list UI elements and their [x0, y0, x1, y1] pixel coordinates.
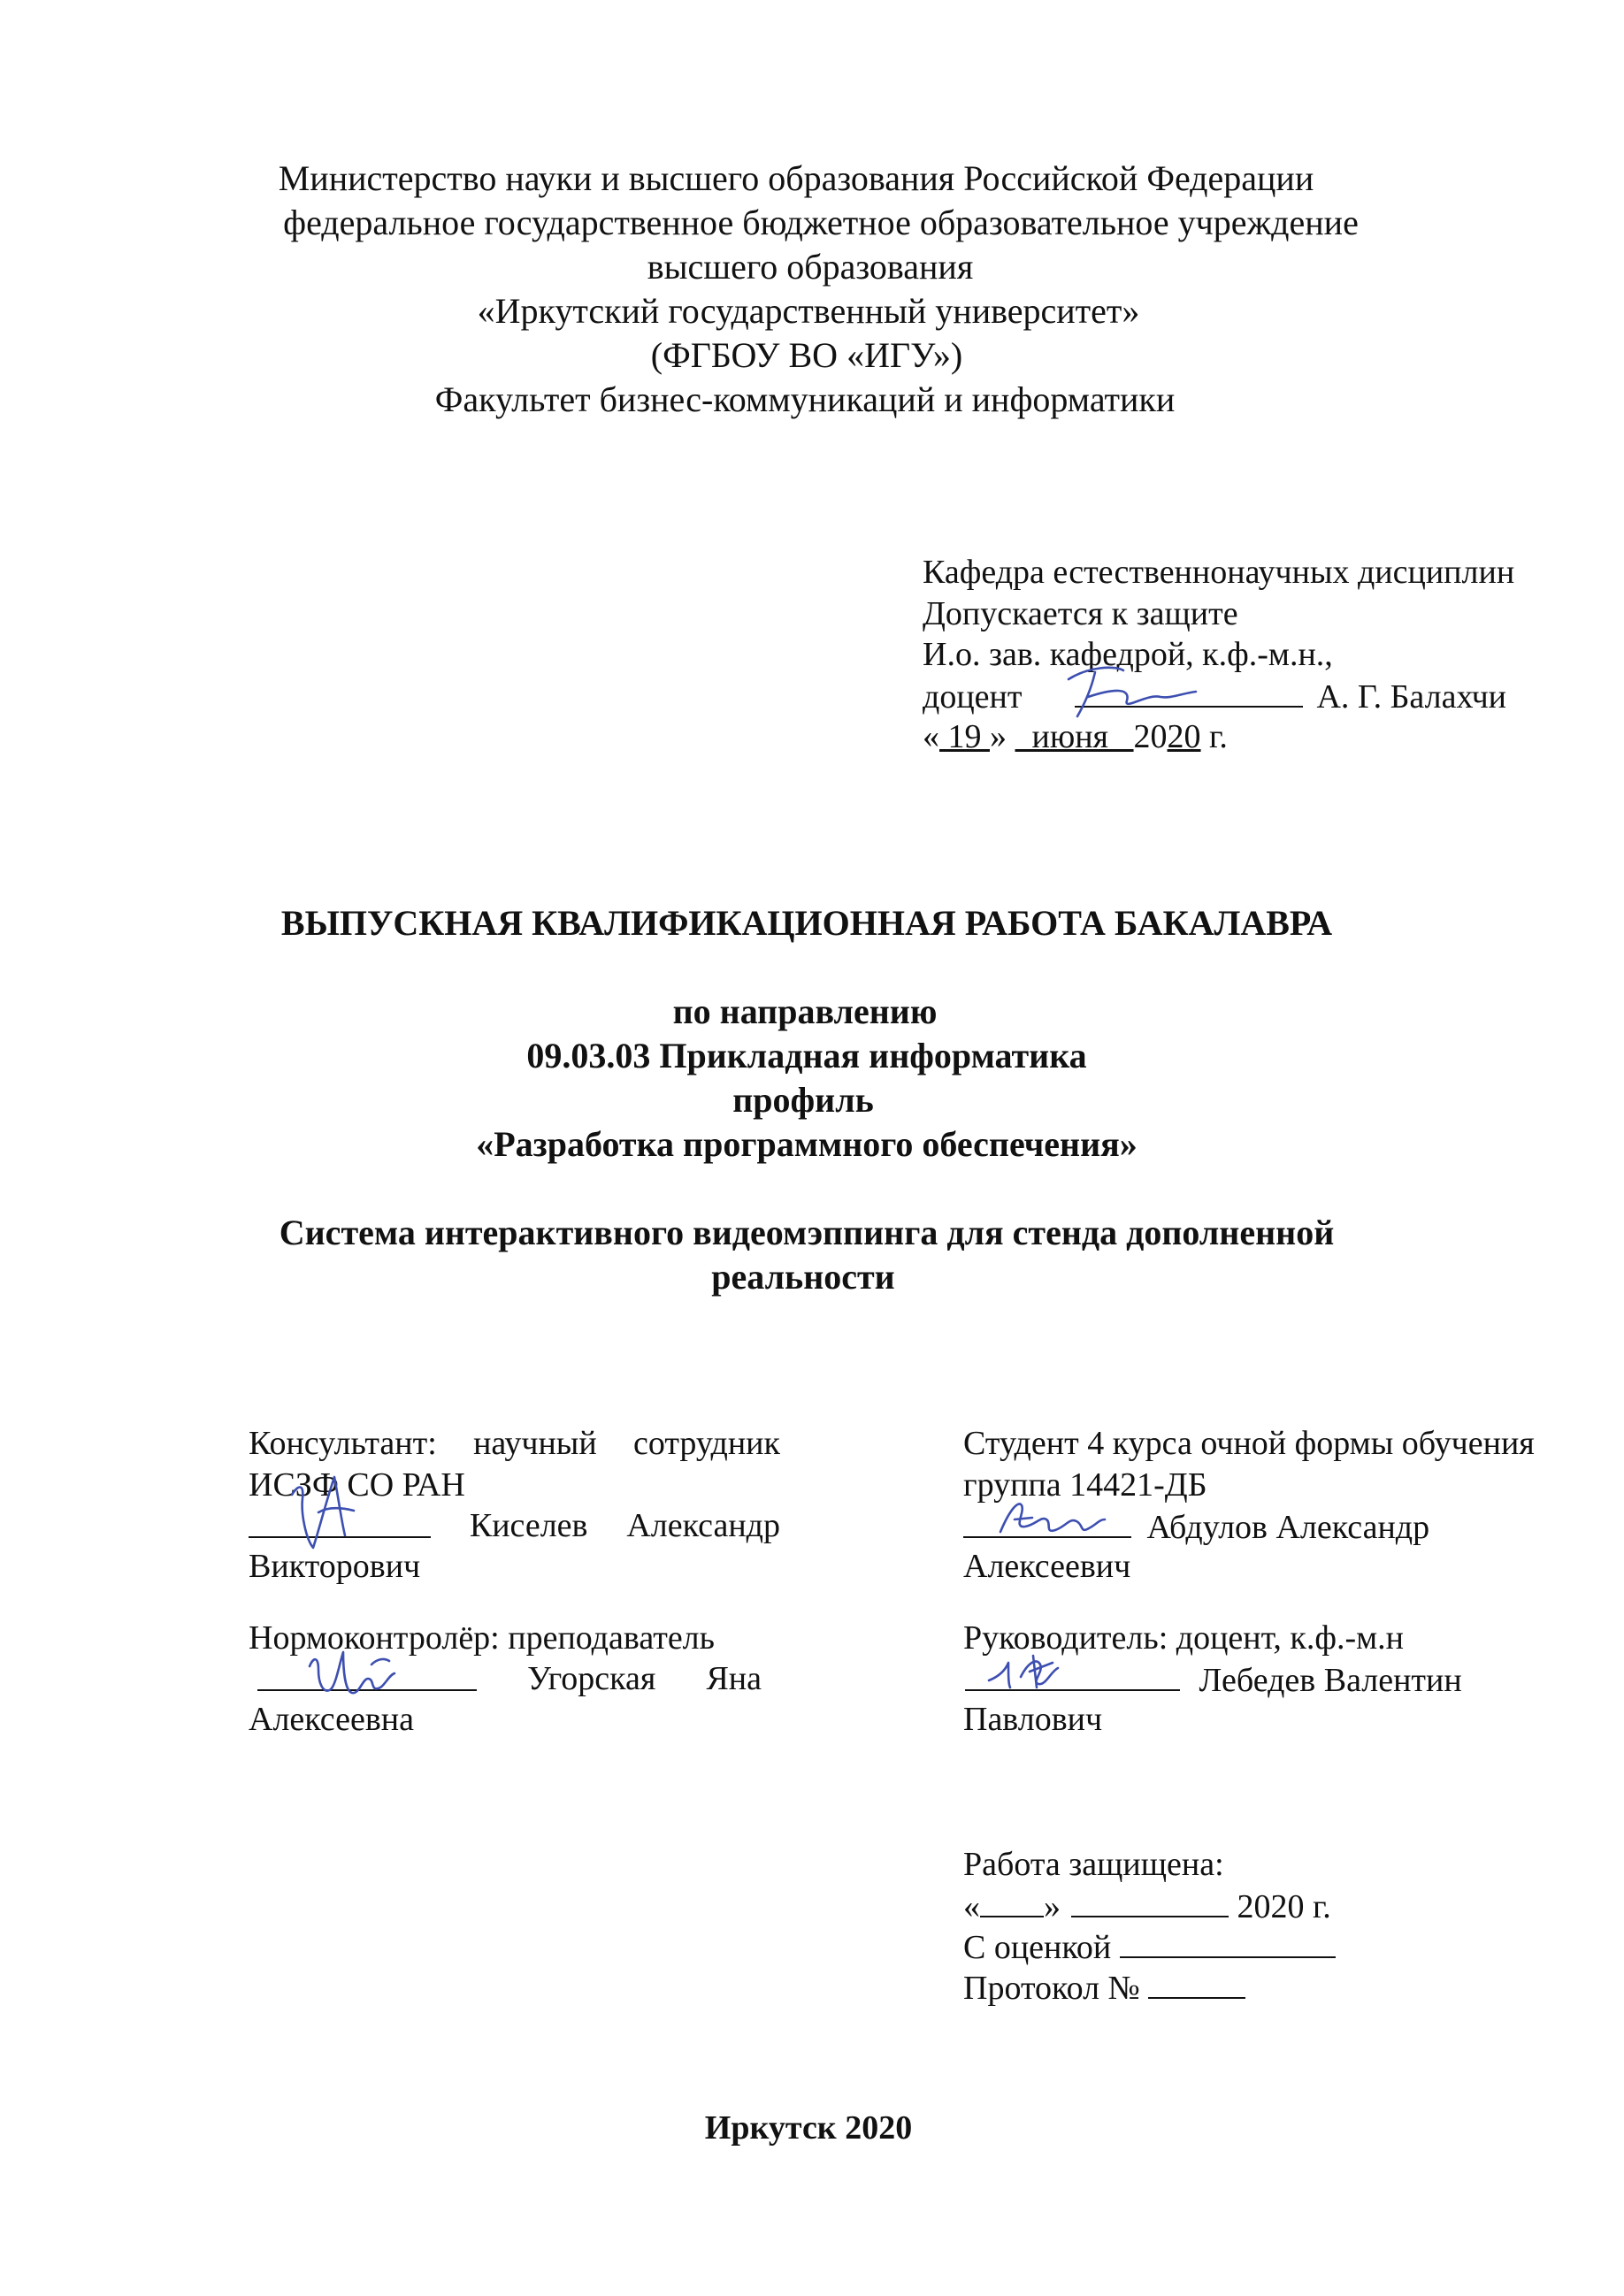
- city-year: Иркутск 2020: [704, 2109, 913, 2147]
- profile-label: профиль: [732, 1080, 874, 1120]
- head-signature-icon: [1061, 662, 1203, 723]
- approval-month: июня: [1015, 718, 1134, 755]
- defense-date-open-quote: «: [963, 1888, 980, 1926]
- topic-line-2: реальности: [711, 1257, 895, 1297]
- consultant-surname: Киселев: [469, 1507, 588, 1544]
- consultant-org: ИСЗФ СО РАН: [249, 1466, 465, 1504]
- date-open-quote: «: [923, 718, 939, 755]
- defense-label: Работа защищена:: [963, 1846, 1224, 1883]
- consultant-role-line: [249, 1424, 780, 1463]
- defense-date-line: [963, 1886, 1331, 1926]
- student-name: Абдулов Александр: [1146, 1509, 1430, 1547]
- normcontrol-role: Нормоконтролёр: преподаватель: [249, 1619, 715, 1657]
- consultant-word-3: сотрудник: [632, 1425, 780, 1462]
- consultant-word-2: научный: [473, 1425, 597, 1462]
- direction-value: 09.03.03 Прикладная информатика: [526, 1036, 1087, 1075]
- approval-year-unit: г.: [1200, 718, 1228, 755]
- work-type-title: ВЫПУСКНАЯ КВАЛИФИКАЦИОННАЯ РАБОТА БАКАЛАВРА: [280, 903, 1333, 943]
- direction-label: по направлению: [672, 991, 938, 1031]
- admitted-line: Допускается к защите: [923, 595, 1238, 632]
- defense-protocol-line: [963, 1967, 1245, 2008]
- consultant-first-name: Александр: [626, 1507, 780, 1544]
- defense-protocol-label: Протокол №: [963, 1970, 1140, 2008]
- head-name: А. Г. Балахчи: [1316, 678, 1507, 716]
- defense-protocol-blank: [1148, 1967, 1245, 1999]
- consultant-word-1: Консультант:: [249, 1425, 437, 1462]
- university-abbr-line: (ФГБОУ ВО «ИГУ»): [650, 335, 963, 375]
- consultant-signature-icon: [283, 1459, 372, 1557]
- supervisor-patronymic: Павлович: [963, 1701, 1103, 1738]
- normcontrol-surname: Угорская: [527, 1660, 656, 1697]
- institution-type-line: федеральное государственное бюджетное образовательное учреждение: [283, 203, 1359, 242]
- student-patronymic: Алексеевич: [963, 1548, 1131, 1585]
- student-signature-icon: [995, 1493, 1110, 1546]
- defense-year: 2020 г.: [1237, 1888, 1331, 1926]
- faculty-line: Факультет бизнес-коммуникаций и информатики: [434, 379, 1176, 419]
- profile-value: «Разработка программного обеспечения»: [476, 1124, 1138, 1164]
- defense-grade-line: [963, 1926, 1336, 1967]
- approval-year-prefix: 20: [1133, 718, 1168, 755]
- topic-line-1: Система интерактивного видеомэппинга для стенда дополненной: [279, 1213, 1335, 1252]
- defense-grade-blank: [1120, 1926, 1336, 1958]
- defense-date-close-quote: »: [1044, 1888, 1061, 1926]
- supervisor-name: Лебедев Валентин: [1199, 1662, 1462, 1700]
- consultant-patronymic: Викторович: [249, 1548, 421, 1585]
- education-level-line: высшего образования: [647, 247, 974, 287]
- university-name-line: «Иркутский государственный университет»: [477, 291, 1140, 331]
- normcontrol-first-name: Яна: [706, 1660, 762, 1697]
- defense-day-blank: [980, 1886, 1044, 1917]
- normcontrol-patronymic: Алексеевна: [249, 1701, 414, 1738]
- department-line: Кафедра естественнонаучных дисциплин: [923, 554, 1515, 591]
- date-close-quote: »: [990, 718, 1015, 755]
- defense-month-blank: [1071, 1886, 1229, 1917]
- acting-head-line: И.о. зав. кафедрой, к.ф.-м.н.,: [923, 636, 1333, 673]
- student-group: группа 14421-ДБ: [963, 1466, 1207, 1504]
- approval-year-suffix: 20: [1167, 718, 1201, 755]
- defense-grade-label: С оценкой: [963, 1929, 1112, 1967]
- supervisor-role: Руководитель: доцент, к.ф.-м.н: [963, 1619, 1404, 1657]
- approval-date-line: [923, 717, 1228, 756]
- head-signature-line: [923, 676, 1506, 716]
- supervisor-signature-icon: [982, 1645, 1070, 1698]
- ministry-line: Министерство науки и высшего образования Российской Федерации: [278, 158, 1314, 198]
- docent-label: доцент: [923, 678, 1023, 716]
- student-course-line: Студент 4 курса очной формы обучения: [963, 1425, 1535, 1462]
- approval-day: 19: [939, 718, 990, 755]
